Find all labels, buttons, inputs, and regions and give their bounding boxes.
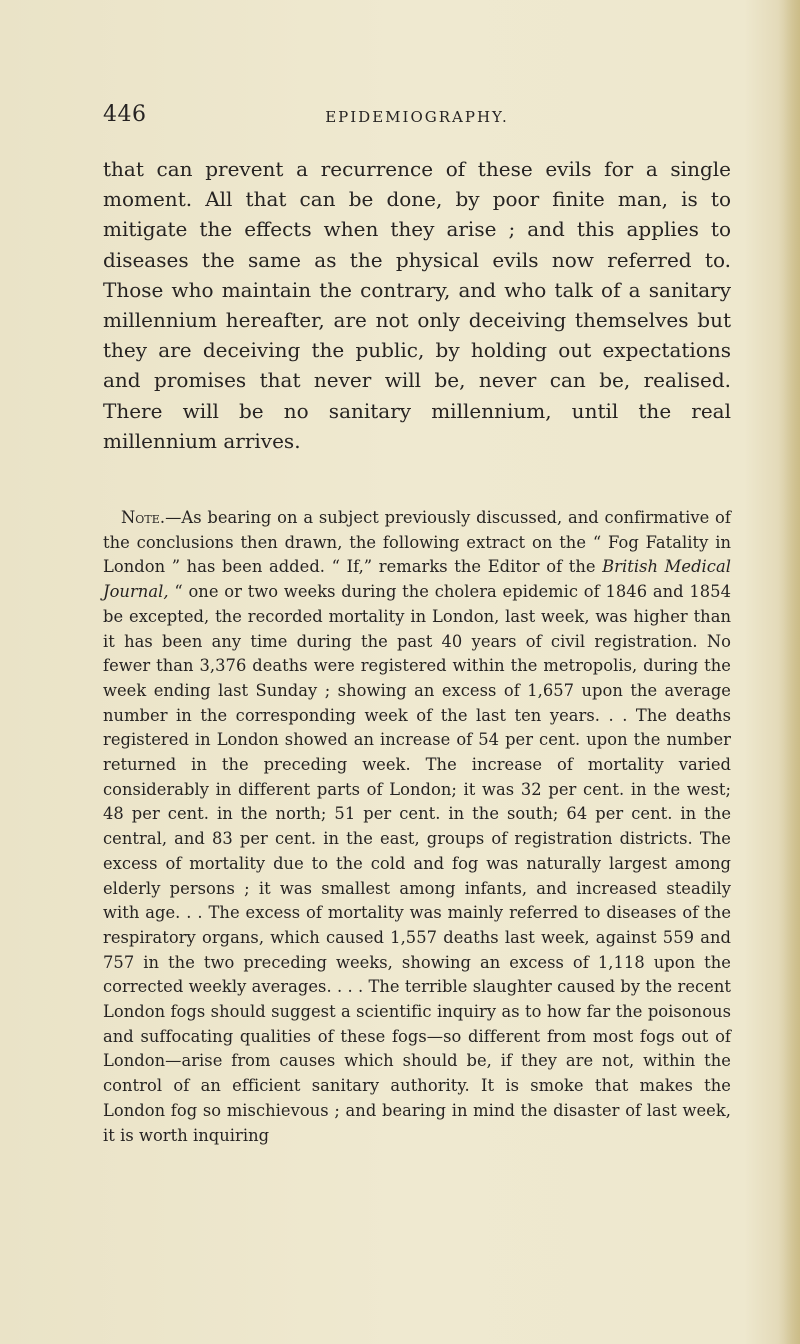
page-header <box>103 102 731 142</box>
main-paragraph: that can prevent a recurrence of these evils for a single moment. All that can be done, by poor finite man, is to mitigate the effects when they arise ; and this applies to diseases the same as the physical evils now referred to. Those who maintain the contrary, and who talk of a sanitary millennium hereafter, are not only deceiving themselves but they are deceiving the public, by holding out expectations and promises that never will be, never can be, realised. There will be no sanitary millennium, until the real millennium arrives. <box>103 157 731 453</box>
note-label: Note. <box>121 508 166 527</box>
journal-title: British Medical Journal, <box>103 557 731 602</box>
note-text-part-1: —As bearing on a subject previously discussed, and confirmative of the conclusions then drawn, the following extract on the “ Fog Fatality in London ” has been added. “ If,” remarks the Editor of the <box>103 508 731 577</box>
running-title: EPIDEMIOGRAPHY. <box>325 108 509 126</box>
page-number: 446 <box>103 102 147 127</box>
note-text-part-2: “ one or two weeks during the cholera epidemic of 1846 and 1854 be excepted, the recorded mortality in London, last week, was higher than it has been any time during the past 40 years of civil registration. No fewer than 3,376 deaths were registered within the metropolis, during the week ending last Sunday ; showing an excess of 1,657 upon the average number in the corresponding week of the last ten years. . . The deaths registered in London showed an increase of 54 per cent. upon the number returned in the preceding week. The increase of mortality varied considerably in different parts of London; it was 32 per cent. in the west; 48 per cent. in the north; 51 per cent. in the south; 64 per cent. in the central, and 83 per cent. in the east, groups of registration districts. The excess of mortality due to the cold and fog was naturally largest among elderly persons ; it was smallest among infants, and increased steadily with age. . . The excess of mortality was mainly referred to diseases of the respiratory organs, which caused 1,557 deaths last week, against 559 and 757 in the two preceding weeks, showing an excess of 1,118 upon the corrected weekly averages. . . . The terrible slaughter caused by the recent London fogs should suggest a scientific inquiry as to how far the poisonous and suffocating qualities of these fogs—so different from most fogs out of London—arise from causes which should be, if they are not, within the control of an efficient sanitary authority. It is smoke that makes the London fog so mischievous ; and bearing in mind the disaster of last week, it is worth inquiring <box>103 582 731 1145</box>
page-edge-shadow <box>778 0 800 1344</box>
note-paragraph <box>103 506 731 1148</box>
